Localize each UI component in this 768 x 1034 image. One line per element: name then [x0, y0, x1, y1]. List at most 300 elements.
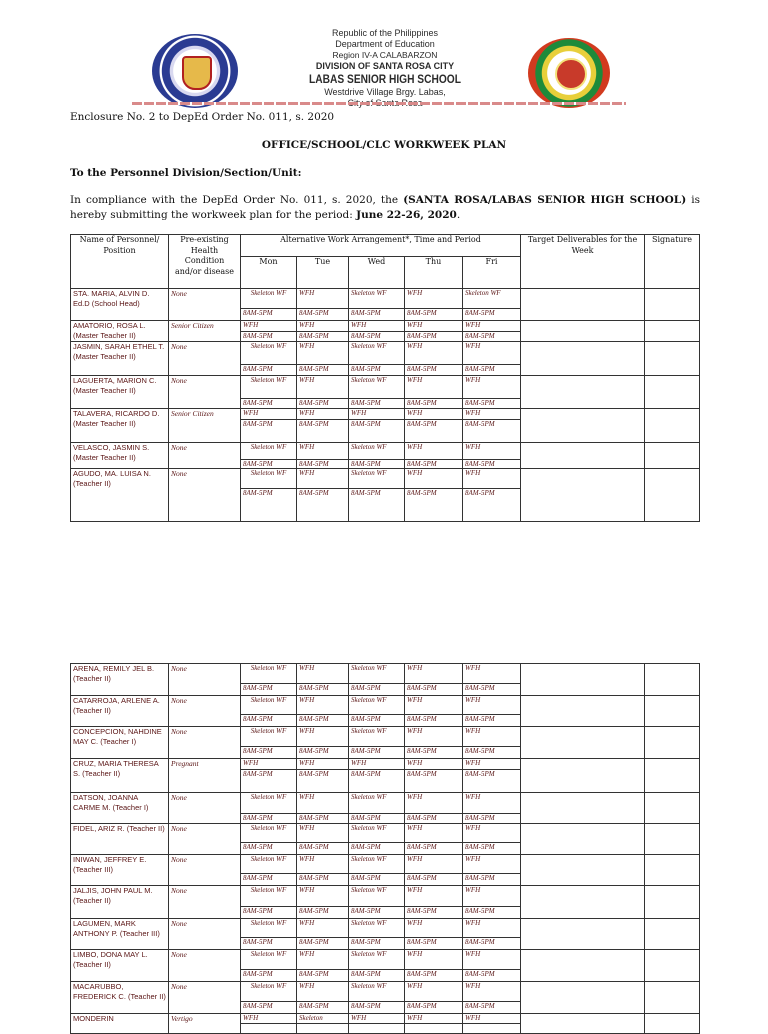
- signature-cell[interactable]: [645, 886, 700, 919]
- schedule-thu: WFH: [405, 855, 463, 874]
- time-tue: [297, 1024, 349, 1034]
- schedule-mon: WFH: [241, 1014, 297, 1024]
- schedule-thu: WFH: [405, 727, 463, 747]
- time-wed: 8AM-5PM: [349, 460, 405, 469]
- time-fri: 8AM-5PM: [463, 938, 521, 950]
- schedule-wed: Skeleton WF: [349, 342, 405, 365]
- time-mon: 8AM-5PM: [241, 938, 297, 950]
- schedule-tue: WFH: [297, 696, 349, 715]
- deliverables-cell[interactable]: [521, 443, 645, 469]
- schedule-wed: Skeleton WF: [349, 793, 405, 814]
- signature-cell[interactable]: [645, 289, 700, 321]
- health-condition: None: [169, 950, 241, 982]
- personnel-name: AMATORIO, ROSA L. (Master Teacher II): [71, 321, 169, 342]
- schedule-thu: WFH: [405, 759, 463, 770]
- schedule-thu: WFH: [405, 793, 463, 814]
- schedule-wed: WFH: [349, 321, 405, 332]
- personnel-name: STA. MARIA, ALVIN D. Ed.D (School Head): [71, 289, 169, 321]
- time-mon: 8AM-5PM: [241, 399, 297, 409]
- schedule-thu: WFH: [405, 919, 463, 938]
- schedule-wed: Skeleton WF: [349, 376, 405, 399]
- time-wed: 8AM-5PM: [349, 938, 405, 950]
- time-thu: 8AM-5PM: [405, 938, 463, 950]
- schedule-thu: WFH: [405, 696, 463, 715]
- time-wed: 8AM-5PM: [349, 684, 405, 696]
- schedule-mon: Skeleton WF: [241, 664, 297, 684]
- header-mon: Mon: [241, 257, 297, 289]
- time-fri: 8AM-5PM: [463, 907, 521, 919]
- health-condition: None: [169, 919, 241, 950]
- health-condition: None: [169, 376, 241, 409]
- schedule-tue: WFH: [297, 950, 349, 970]
- personnel-name: TALAVERA, RICARDO D. (Master Teacher II): [71, 409, 169, 443]
- table-row: [71, 664, 700, 684]
- personnel-name: VELASCO, JASMIN S. (Master Teacher II): [71, 443, 169, 469]
- deliverables-cell[interactable]: [521, 696, 645, 727]
- time-fri: 8AM-5PM: [463, 332, 521, 342]
- schedule-fri: WFH: [463, 376, 521, 399]
- header-name: Name of Personnel/ Position: [71, 235, 169, 289]
- time-fri: 8AM-5PM: [463, 874, 521, 886]
- schedule-mon: Skeleton WF: [241, 696, 297, 715]
- time-thu: 8AM-5PM: [405, 770, 463, 793]
- health-condition: None: [169, 886, 241, 919]
- personnel-name: LAGUMEN, MARK ANTHONY P. (Teacher III): [71, 919, 169, 950]
- header-line-school: LABAS SENIOR HIGH SCHOOL: [309, 72, 461, 86]
- time-fri: 8AM-5PM: [463, 715, 521, 727]
- time-thu: 8AM-5PM: [405, 399, 463, 409]
- header-line-address: Westdrive Village Brgy. Labas,: [324, 87, 446, 97]
- deliverables-cell[interactable]: [521, 855, 645, 886]
- header-condition: Pre-existing Health Condition and/or disease: [169, 235, 241, 289]
- header-divider: [132, 102, 626, 105]
- signature-cell[interactable]: [645, 409, 700, 443]
- schedule-mon: WFH: [241, 409, 297, 420]
- schedule-fri: WFH: [463, 727, 521, 747]
- schedule-fri: WFH: [463, 950, 521, 970]
- schedule-tue: WFH: [297, 289, 349, 309]
- health-condition: None: [169, 664, 241, 696]
- time-mon: 8AM-5PM: [241, 907, 297, 919]
- time-wed: 8AM-5PM: [349, 747, 405, 759]
- time-wed: 8AM-5PM: [349, 843, 405, 855]
- schedule-tue: WFH: [297, 342, 349, 365]
- schedule-mon: Skeleton WF: [241, 793, 297, 814]
- time-mon: 8AM-5PM: [241, 489, 297, 522]
- schedule-wed: WFH: [349, 759, 405, 770]
- schedule-thu: WFH: [405, 982, 463, 1002]
- time-tue: 8AM-5PM: [297, 715, 349, 727]
- schedule-tue: WFH: [297, 793, 349, 814]
- time-tue: 8AM-5PM: [297, 684, 349, 696]
- personnel-name: LIMBO, DONA MAY L. (Teacher II): [71, 950, 169, 982]
- workweek-table-1: [70, 234, 700, 522]
- time-mon: 8AM-5PM: [241, 1002, 297, 1014]
- schedule-wed: WFH: [349, 1014, 405, 1024]
- document-title: OFFICE/SCHOOL/CLC WORKWEEK PLAN: [261, 139, 507, 151]
- time-tue: 8AM-5PM: [297, 399, 349, 409]
- time-mon: 8AM-5PM: [241, 874, 297, 886]
- schedule-thu: WFH: [405, 289, 463, 309]
- time-thu: 8AM-5PM: [405, 747, 463, 759]
- schedule-fri: WFH: [463, 886, 521, 907]
- signature-cell[interactable]: [645, 824, 700, 855]
- time-wed: 8AM-5PM: [349, 365, 405, 376]
- schedule-wed: Skeleton WF: [349, 950, 405, 970]
- schedule-mon: Skeleton WF: [241, 824, 297, 843]
- table-row: [71, 289, 700, 309]
- time-thu: 8AM-5PM: [405, 420, 463, 443]
- schedule-thu: WFH: [405, 824, 463, 843]
- schedule-mon: Skeleton WF: [241, 443, 297, 460]
- schedule-thu: WFH: [405, 443, 463, 460]
- schedule-thu: WFH: [405, 886, 463, 907]
- time-fri: 8AM-5PM: [463, 1002, 521, 1014]
- time-thu: 8AM-5PM: [405, 460, 463, 469]
- schedule-wed: Skeleton WF: [349, 289, 405, 309]
- table-row: [71, 982, 700, 1002]
- time-wed: 8AM-5PM: [349, 1002, 405, 1014]
- time-wed: [349, 1024, 405, 1034]
- personnel-name: JASMIN, SARAH ETHEL T. (Master Teacher II): [71, 342, 169, 376]
- deliverables-cell[interactable]: [521, 919, 645, 950]
- time-mon: 8AM-5PM: [241, 460, 297, 469]
- time-thu: [405, 1024, 463, 1034]
- deliverables-cell[interactable]: [521, 793, 645, 824]
- deliverables-cell[interactable]: [521, 727, 645, 759]
- time-tue: 8AM-5PM: [297, 814, 349, 824]
- schedule-tue: WFH: [297, 664, 349, 684]
- personnel-name: LAGUERTA, MARION C. (Master Teacher II): [71, 376, 169, 409]
- time-thu: 8AM-5PM: [405, 309, 463, 321]
- deliverables-cell[interactable]: [521, 469, 645, 522]
- schedule-mon: Skeleton WF: [241, 727, 297, 747]
- schedule-thu: WFH: [405, 409, 463, 420]
- time-wed: 8AM-5PM: [349, 907, 405, 919]
- time-mon: 8AM-5PM: [241, 332, 297, 342]
- schedule-mon: WFH: [241, 321, 297, 332]
- schedule-thu: WFH: [405, 342, 463, 365]
- workweek-table-2: [70, 663, 700, 1034]
- schedule-fri: WFH: [463, 793, 521, 814]
- schedule-fri: WFH: [463, 855, 521, 874]
- period-dates: June 22-26, 2020: [356, 209, 457, 221]
- signature-cell[interactable]: [645, 469, 700, 522]
- schedule-fri: WFH: [463, 982, 521, 1002]
- time-thu: 8AM-5PM: [405, 814, 463, 824]
- time-tue: 8AM-5PM: [297, 1002, 349, 1014]
- schedule-tue: Skeleton: [297, 1014, 349, 1024]
- time-tue: 8AM-5PM: [297, 874, 349, 886]
- letterhead-text: [290, 28, 480, 109]
- deped-seal-logo: [152, 34, 238, 108]
- schedule-fri: WFH: [463, 321, 521, 332]
- table-row: [71, 342, 700, 365]
- schedule-fri: WFH: [463, 1014, 521, 1024]
- time-tue: 8AM-5PM: [297, 489, 349, 522]
- header-thu: Thu: [405, 257, 463, 289]
- deliverables-cell[interactable]: [521, 759, 645, 793]
- time-tue: 8AM-5PM: [297, 907, 349, 919]
- schedule-fri: WFH: [463, 443, 521, 460]
- time-wed: 8AM-5PM: [349, 814, 405, 824]
- time-wed: 8AM-5PM: [349, 309, 405, 321]
- health-condition: None: [169, 982, 241, 1014]
- schedule-wed: Skeleton WF: [349, 982, 405, 1002]
- schedule-fri: WFH: [463, 469, 521, 489]
- table-row: [71, 759, 700, 770]
- schedule-fri: WFH: [463, 664, 521, 684]
- time-thu: 8AM-5PM: [405, 715, 463, 727]
- health-condition: None: [169, 855, 241, 886]
- time-mon: 8AM-5PM: [241, 365, 297, 376]
- health-condition: Vertigo: [169, 1014, 241, 1034]
- schedule-mon: Skeleton WF: [241, 982, 297, 1002]
- schedule-thu: WFH: [405, 469, 463, 489]
- schedule-mon: Skeleton WF: [241, 950, 297, 970]
- deliverables-cell[interactable]: [521, 886, 645, 919]
- schedule-wed: Skeleton WF: [349, 824, 405, 843]
- schedule-wed: Skeleton WF: [349, 469, 405, 489]
- time-fri: 8AM-5PM: [463, 420, 521, 443]
- personnel-name: MACARUBBO, FREDERICK C. (Teacher II): [71, 982, 169, 1014]
- table-row: [71, 727, 700, 747]
- compliance-paragraph: In compliance with the DepEd Order No. 011, s. 2020, the (SANTA ROSA/LABAS SENIOR HIGH SCHOOL) is hereby submitting the workweek plan for the period: June 22-26, 2020.: [70, 194, 700, 221]
- health-condition: None: [169, 289, 241, 321]
- time-mon: 8AM-5PM: [241, 843, 297, 855]
- signature-cell[interactable]: [645, 376, 700, 409]
- table-row: [71, 793, 700, 814]
- schedule-fri: Skeleton WF: [463, 289, 521, 309]
- table-row: [71, 1014, 700, 1024]
- signature-cell[interactable]: [645, 443, 700, 469]
- personnel-name: DATSON, JOANNA CARME M. (Teacher I): [71, 793, 169, 824]
- time-fri: 8AM-5PM: [463, 843, 521, 855]
- time-fri: 8AM-5PM: [463, 460, 521, 469]
- personnel-name: JALJIS, JOHN PAUL M. (Teacher II): [71, 886, 169, 919]
- schedule-mon: Skeleton WF: [241, 919, 297, 938]
- header-deliverables: Target Deliverables for the Week: [521, 235, 645, 289]
- schedule-mon: Skeleton WF: [241, 886, 297, 907]
- time-wed: 8AM-5PM: [349, 715, 405, 727]
- header-arrangement: Alternative Work Arrangement*, Time and Period: [241, 235, 521, 257]
- personnel-name: CONCEPCION, NAHDINE MAY C. (Teacher I): [71, 727, 169, 759]
- time-tue: 8AM-5PM: [297, 420, 349, 443]
- time-tue: 8AM-5PM: [297, 332, 349, 342]
- time-fri: 8AM-5PM: [463, 770, 521, 793]
- schedule-tue: WFH: [297, 443, 349, 460]
- time-thu: 8AM-5PM: [405, 874, 463, 886]
- time-wed: 8AM-5PM: [349, 489, 405, 522]
- signature-cell[interactable]: [645, 855, 700, 886]
- time-wed: 8AM-5PM: [349, 332, 405, 342]
- deliverables-cell[interactable]: [521, 321, 645, 342]
- time-tue: 8AM-5PM: [297, 770, 349, 793]
- schedule-tue: WFH: [297, 759, 349, 770]
- health-condition: None: [169, 342, 241, 376]
- signature-cell[interactable]: [645, 727, 700, 759]
- time-fri: 8AM-5PM: [463, 814, 521, 824]
- signature-cell[interactable]: [645, 950, 700, 982]
- signature-cell[interactable]: [645, 696, 700, 727]
- schedule-mon: Skeleton WF: [241, 855, 297, 874]
- health-condition: Senior Citizen: [169, 321, 241, 342]
- deliverables-cell[interactable]: [521, 376, 645, 409]
- header-line-division: DIVISION OF SANTA ROSA CITY: [315, 61, 455, 71]
- schedule-tue: WFH: [297, 469, 349, 489]
- personnel-name: CRUZ, MARIA THERESA S. (Teacher II): [71, 759, 169, 793]
- time-fri: 8AM-5PM: [463, 747, 521, 759]
- health-condition: None: [169, 727, 241, 759]
- schedule-wed: WFH: [349, 409, 405, 420]
- schedule-thu: WFH: [405, 321, 463, 332]
- time-wed: 8AM-5PM: [349, 420, 405, 443]
- header-line-region: Region IV-A CALABARZON: [332, 50, 438, 60]
- deliverables-cell[interactable]: [521, 950, 645, 982]
- deliverables-cell[interactable]: [521, 289, 645, 321]
- header-tue: Tue: [297, 257, 349, 289]
- table-row: [71, 469, 700, 489]
- header-fri: Fri: [463, 257, 521, 289]
- personnel-name: AGUDO, MA. LUISA N. (Teacher II): [71, 469, 169, 522]
- signature-cell[interactable]: [645, 793, 700, 824]
- table-row: [71, 824, 700, 843]
- time-wed: 8AM-5PM: [349, 970, 405, 982]
- personnel-name: CATARROJA, ARLENE A. (Teacher II): [71, 696, 169, 727]
- time-tue: 8AM-5PM: [297, 747, 349, 759]
- time-thu: 8AM-5PM: [405, 365, 463, 376]
- signature-cell[interactable]: [645, 982, 700, 1014]
- health-condition: None: [169, 443, 241, 469]
- schedule-thu: WFH: [405, 664, 463, 684]
- time-fri: 8AM-5PM: [463, 970, 521, 982]
- health-condition: None: [169, 696, 241, 727]
- time-tue: 8AM-5PM: [297, 365, 349, 376]
- time-tue: 8AM-5PM: [297, 970, 349, 982]
- time-fri: 8AM-5PM: [463, 684, 521, 696]
- time-mon: 8AM-5PM: [241, 747, 297, 759]
- schedule-tue: WFH: [297, 982, 349, 1002]
- time-fri: 8AM-5PM: [463, 309, 521, 321]
- schedule-wed: Skeleton WF: [349, 696, 405, 715]
- schedule-tue: WFH: [297, 376, 349, 399]
- schedule-wed: Skeleton WF: [349, 664, 405, 684]
- table-row: [71, 696, 700, 715]
- table-row: [71, 855, 700, 874]
- table-row: [71, 950, 700, 970]
- schedule-fri: WFH: [463, 759, 521, 770]
- signature-cell[interactable]: [645, 919, 700, 950]
- letterhead: [0, 0, 768, 108]
- schedule-fri: WFH: [463, 696, 521, 715]
- schedule-wed: Skeleton WF: [349, 886, 405, 907]
- time-mon: 8AM-5PM: [241, 814, 297, 824]
- time-mon: [241, 1024, 297, 1034]
- time-thu: 8AM-5PM: [405, 332, 463, 342]
- time-thu: 8AM-5PM: [405, 684, 463, 696]
- schedule-mon: Skeleton WF: [241, 469, 297, 489]
- table-row: [71, 321, 700, 332]
- schedule-wed: Skeleton WF: [349, 855, 405, 874]
- personnel-name: FIDEL, ARIZ R. (Teacher II): [71, 824, 169, 855]
- time-fri: 8AM-5PM: [463, 489, 521, 522]
- table-row: [71, 443, 700, 460]
- time-tue: 8AM-5PM: [297, 460, 349, 469]
- schedule-wed: Skeleton WF: [349, 443, 405, 460]
- health-condition: None: [169, 469, 241, 522]
- schedule-thu: WFH: [405, 376, 463, 399]
- time-thu: 8AM-5PM: [405, 489, 463, 522]
- schedule-mon: Skeleton WF: [241, 342, 297, 365]
- health-condition: Pregnant: [169, 759, 241, 793]
- schedule-tue: WFH: [297, 919, 349, 938]
- schedule-fri: WFH: [463, 919, 521, 938]
- time-mon: 8AM-5PM: [241, 770, 297, 793]
- schedule-tue: WFH: [297, 409, 349, 420]
- schedule-wed: Skeleton WF: [349, 727, 405, 747]
- school-name: (SANTA ROSA/LABAS SENIOR HIGH SCHOOL): [403, 194, 687, 206]
- schedule-thu: WFH: [405, 1014, 463, 1024]
- health-condition: Senior Citizen: [169, 409, 241, 443]
- health-condition: None: [169, 793, 241, 824]
- school-seal-logo: [528, 38, 610, 108]
- time-mon: 8AM-5PM: [241, 715, 297, 727]
- deliverables-cell[interactable]: [521, 342, 645, 376]
- deliverables-cell[interactable]: [521, 664, 645, 696]
- schedule-tue: WFH: [297, 321, 349, 332]
- time-wed: 8AM-5PM: [349, 770, 405, 793]
- health-condition: None: [169, 824, 241, 855]
- deliverables-cell[interactable]: [521, 824, 645, 855]
- header-line-republic: Republic of the Philippines: [331, 28, 439, 38]
- time-tue: 8AM-5PM: [297, 309, 349, 321]
- time-tue: 8AM-5PM: [297, 843, 349, 855]
- personnel-name: ARENA, REMILY JEL B. (Teacher II): [71, 664, 169, 696]
- signature-cell[interactable]: [645, 321, 700, 342]
- schedule-tue: WFH: [297, 855, 349, 874]
- signature-cell[interactable]: [645, 664, 700, 696]
- time-thu: 8AM-5PM: [405, 1002, 463, 1014]
- schedule-fri: WFH: [463, 409, 521, 420]
- signature-cell[interactable]: [645, 759, 700, 793]
- personnel-name: MONDERIN: [71, 1014, 169, 1034]
- time-fri: [463, 1024, 521, 1034]
- signature-cell[interactable]: [645, 342, 700, 376]
- addressee-line: To the Personnel Division/Section/Unit:: [70, 167, 302, 179]
- personnel-name: INIWAN, JEFFREY E. (Teacher III): [71, 855, 169, 886]
- time-fri: 8AM-5PM: [463, 365, 521, 376]
- table-row: [71, 886, 700, 907]
- time-mon: 8AM-5PM: [241, 420, 297, 443]
- schedule-tue: WFH: [297, 727, 349, 747]
- time-wed: 8AM-5PM: [349, 399, 405, 409]
- schedule-mon: WFH: [241, 759, 297, 770]
- time-mon: 8AM-5PM: [241, 970, 297, 982]
- table-row: [71, 919, 700, 938]
- time-thu: 8AM-5PM: [405, 907, 463, 919]
- schedule-fri: WFH: [463, 824, 521, 843]
- time-thu: 8AM-5PM: [405, 843, 463, 855]
- table-row: [71, 409, 700, 420]
- enclosure-note: Enclosure No. 2 to DepEd Order No. 011, s. 2020: [70, 111, 335, 123]
- time-thu: 8AM-5PM: [405, 970, 463, 982]
- time-mon: 8AM-5PM: [241, 309, 297, 321]
- deliverables-cell[interactable]: [521, 982, 645, 1014]
- deliverables-cell[interactable]: [521, 409, 645, 443]
- header-signature: Signature: [645, 235, 700, 289]
- schedule-tue: WFH: [297, 886, 349, 907]
- time-tue: 8AM-5PM: [297, 938, 349, 950]
